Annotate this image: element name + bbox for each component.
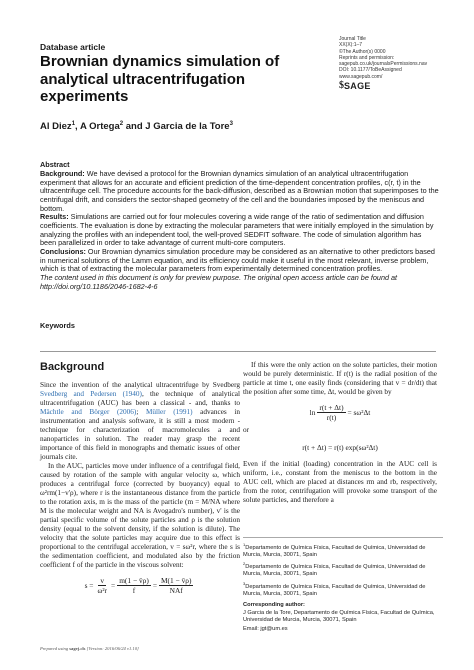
footer-prefix: Prepared using — [40, 646, 70, 651]
abstract-background-text: We have devised a protocol for the Brownian dynamics simulation of an analytical ultracentrifugation experiment that allows for an accurate and efficient prediction of the time-dependent concentration profiles, c(r, t) in the ultracentrifuge cell. The procedure accounts for the back-diffusion, described as a Brownian motion that superimposes to the centrifugal drift, and considers the sector-shaped geometry of the cell and the boundaries imposed by the meniscus and bottom. — [40, 169, 439, 213]
author-name: A Ortega — [79, 121, 120, 133]
abstract-preview-note: The content used in this document is only for preview purpose. The original open access article can be found at http://doi.org/10.1186/2046-1682-4-6 — [40, 272, 398, 291]
abstract-results-text: Simulations are carried out for four molecules covering a wide range of the ratio of sedimentation and diffusion coefficients. The evaluation is done by extracting the molecular parameters that were initially employed in the simulation by analyzing the profiles with an independent tool, the well-proved SEDFIT software. The code of simulation algorithm has been parallelized in order to take advantage of current multi-core computers. — [40, 212, 434, 248]
abstract-body — [40, 170, 439, 291]
equation-numerator: m(1 − v̄ρ) — [119, 576, 149, 585]
journal-info — [339, 36, 469, 91]
affiliation-text: Departamento de Química Física, Facultad de Química, Universidad de Murcia, Murcia, 30071, Spain — [243, 544, 426, 558]
author-name: Al Diez — [40, 121, 72, 133]
equation-fraction — [317, 403, 345, 422]
equation-numerator: r(t + Δt) — [319, 403, 344, 412]
paragraph: Even if the initial (loading) concentration in the AUC cell is uniform, i.e., constant from the meniscus to the bottom in the AUC cell, which are placed at distances rm and rb, respectively, from the rotor, centrifugation will provoke some transport of the solute particles, and therefore a — [243, 460, 437, 504]
equation-rhs: = sω²Δt — [347, 408, 371, 417]
paragraph-text: Since the invention of the analytical ultracentrifuge by Svedberg — [40, 381, 240, 389]
paragraph — [40, 381, 240, 462]
abstract-heading: Abstract — [40, 160, 70, 169]
footnote-separator — [243, 537, 443, 538]
abstract-conclusions-text: Our Brownian dynamics simulation procedure may be considered as an alternative to other predictors based in numerical solutions of the Lamm equation, and its efficiency could make it useful in the most relevant, inverse problem, which is that of extracting the molecular parameters from experimentally determined concentration profiles. — [40, 246, 435, 274]
abstract-background — [40, 170, 439, 213]
corresponding-author-heading: Corresponding author: — [243, 601, 305, 608]
sage-logo-text: SAGE — [344, 81, 371, 92]
abstract-results — [40, 213, 439, 248]
paragraph: In the AUC, particles move under influence of a centrifugal field, caused by rotation of the sample with angular velocity ω, which produces a centrifugal force (corrected by buoyancy) equal to ω²rm(1−v'ρ), where r is the instantaneous distance from the particle to the rotation axis, m is the mass of the particle (m = M/NA where M is the molecular weight and NA is Avogadro's number), v' is the partial specific volume of the solute particles and ρ is the solution density (equal to the solvent density, if the solution is dilute). The velocity that the solute particles may acquire due to this effect is proportional to the centrifugal acceleration, v = sω²r, where the s is the sedimentation coefficient, and modulated also by the friction coefficient f of the particle in the viscous solvent: — [40, 462, 240, 569]
citation-link[interactable]: Mächtle and Börger (2006) — [40, 408, 137, 416]
or-text: or — [243, 426, 250, 434]
equation-denominator: f — [132, 586, 136, 595]
section-heading: Background — [40, 361, 105, 373]
abstract-conclusions-label: Conclusions: — [40, 246, 86, 256]
affiliation-text: Departamento de Química Física, Facultad de Química, Universidad de Murcia, Murcia, 30071, Spain — [243, 564, 426, 578]
paper-title: Brownian dynamics simulation of analytical ultracentrifugation experiments — [40, 53, 280, 105]
abstract-conclusions — [40, 248, 439, 274]
equation-sedimentation — [40, 576, 240, 595]
article-type: Database article — [40, 42, 106, 52]
affiliation-2: $^2$Departamento de Química Física, Facultad de Química, Universidad de Murcia, Murcia, 30071, Spain — [243, 561, 426, 578]
journal-reprints-url[interactable]: sagepub.co.uk/journalsPermissions.nav — [339, 61, 428, 68]
equation-numerator: v — [100, 576, 105, 585]
paragraph-text: , the technique of analytical ultracentrifugation (AUC) has been a classical - and, thanks to — [40, 390, 240, 407]
right-column — [243, 361, 437, 505]
equation-fraction — [159, 576, 193, 595]
equation-denominator: ω²r — [97, 586, 108, 595]
paragraph: If this were the only action on the solute particles, their motion would be purely deterministic. If r(t) is the radial position of the particle at time t, one easily finds (considering that v = dr/dt) that the position after some time, Δt, would be given by — [243, 361, 437, 396]
corresponding-author-email[interactable]: Email: jgt@um.es — [243, 625, 288, 632]
corresponding-author-text: J Garcia de la Tore, Departamento de Química Física, Facultad de Química, Universidad de Murcia, Murcia, 30071, Spain — [243, 610, 435, 624]
footer-version: [Version: 2016/06/24 v1.10] — [85, 646, 139, 651]
author-affiliation-mark: 2 — [119, 121, 124, 127]
paragraph-text: ; — [136, 408, 146, 416]
equation-fraction — [95, 576, 109, 595]
affiliation-3: $^3$Departamento de Química Física, Facultad de Química, Universidad de Murcia, Murcia, 30071, Spain — [243, 580, 426, 597]
footnotes — [243, 537, 443, 634]
equation-denominator: NAf — [169, 586, 183, 595]
affiliation-text: Departamento de Química Física, Facultad de Química, Universidad de Murcia, Murcia, 30071, Spain — [243, 583, 426, 597]
equation-ln: ln — [309, 408, 316, 417]
author-affiliation-mark: 1 — [71, 121, 76, 127]
author-affiliation-mark: 3 — [229, 121, 233, 127]
journal-reprints: Reprints and permission: — [339, 54, 395, 61]
author-name: J Garcia de la Tore — [145, 121, 230, 133]
journal-copyright: ©The Author(s) 0000 — [339, 48, 386, 55]
journal-volume: XX(X):1–7 — [339, 42, 363, 49]
sage-logo-symbol: $ — [339, 80, 344, 92]
equation-equals: = — [152, 581, 157, 590]
left-column — [40, 381, 240, 595]
citation-link[interactable]: Müller (1991) — [145, 408, 193, 416]
keywords-heading: Keywords — [40, 321, 75, 330]
equation-log-position — [243, 403, 437, 422]
equation-lhs: s = — [84, 581, 94, 590]
journal-doi: DOI: 10.1177/ToBeAssigned — [339, 67, 402, 74]
citation-link[interactable]: Svedberg and Pedersen (1940) — [40, 390, 142, 398]
journal-website[interactable]: www.sagepub.com/ — [339, 73, 383, 80]
section-divider — [40, 351, 436, 352]
affiliation-1: $^1$Departamento de Química Física, Facultad de Química, Universidad de Murcia, Murcia, 30071, Spain — [243, 542, 426, 558]
abstract-results-label: Results: — [40, 212, 69, 222]
paragraph-text: advances in instrumentation and analysis software, it is still a most modern - technique for characterization of macromolecules a and nanoparticles in solution. The reader may grasp the recent importance of this field in monographs and thematic issues of other journals cite. — [40, 408, 240, 461]
journal-title: Journal Title — [339, 36, 366, 42]
author-separator: , — [75, 121, 80, 133]
sage-logo — [339, 81, 469, 91]
author-list — [40, 121, 233, 132]
footer-class: sagej.cls — [69, 646, 86, 651]
author-separator: and — [123, 121, 146, 133]
equation-equals: = — [111, 581, 116, 590]
equation-denominator: r(t) — [326, 413, 337, 422]
abstract-background-label: Background: — [40, 169, 85, 178]
equation-numerator: M(1 − v̄ρ) — [160, 576, 192, 585]
equation-fraction — [117, 576, 151, 595]
equation-exp-position: r(t + Δt) = r(t) exp(sω²Δt) — [302, 443, 378, 452]
page-footer — [40, 646, 139, 651]
